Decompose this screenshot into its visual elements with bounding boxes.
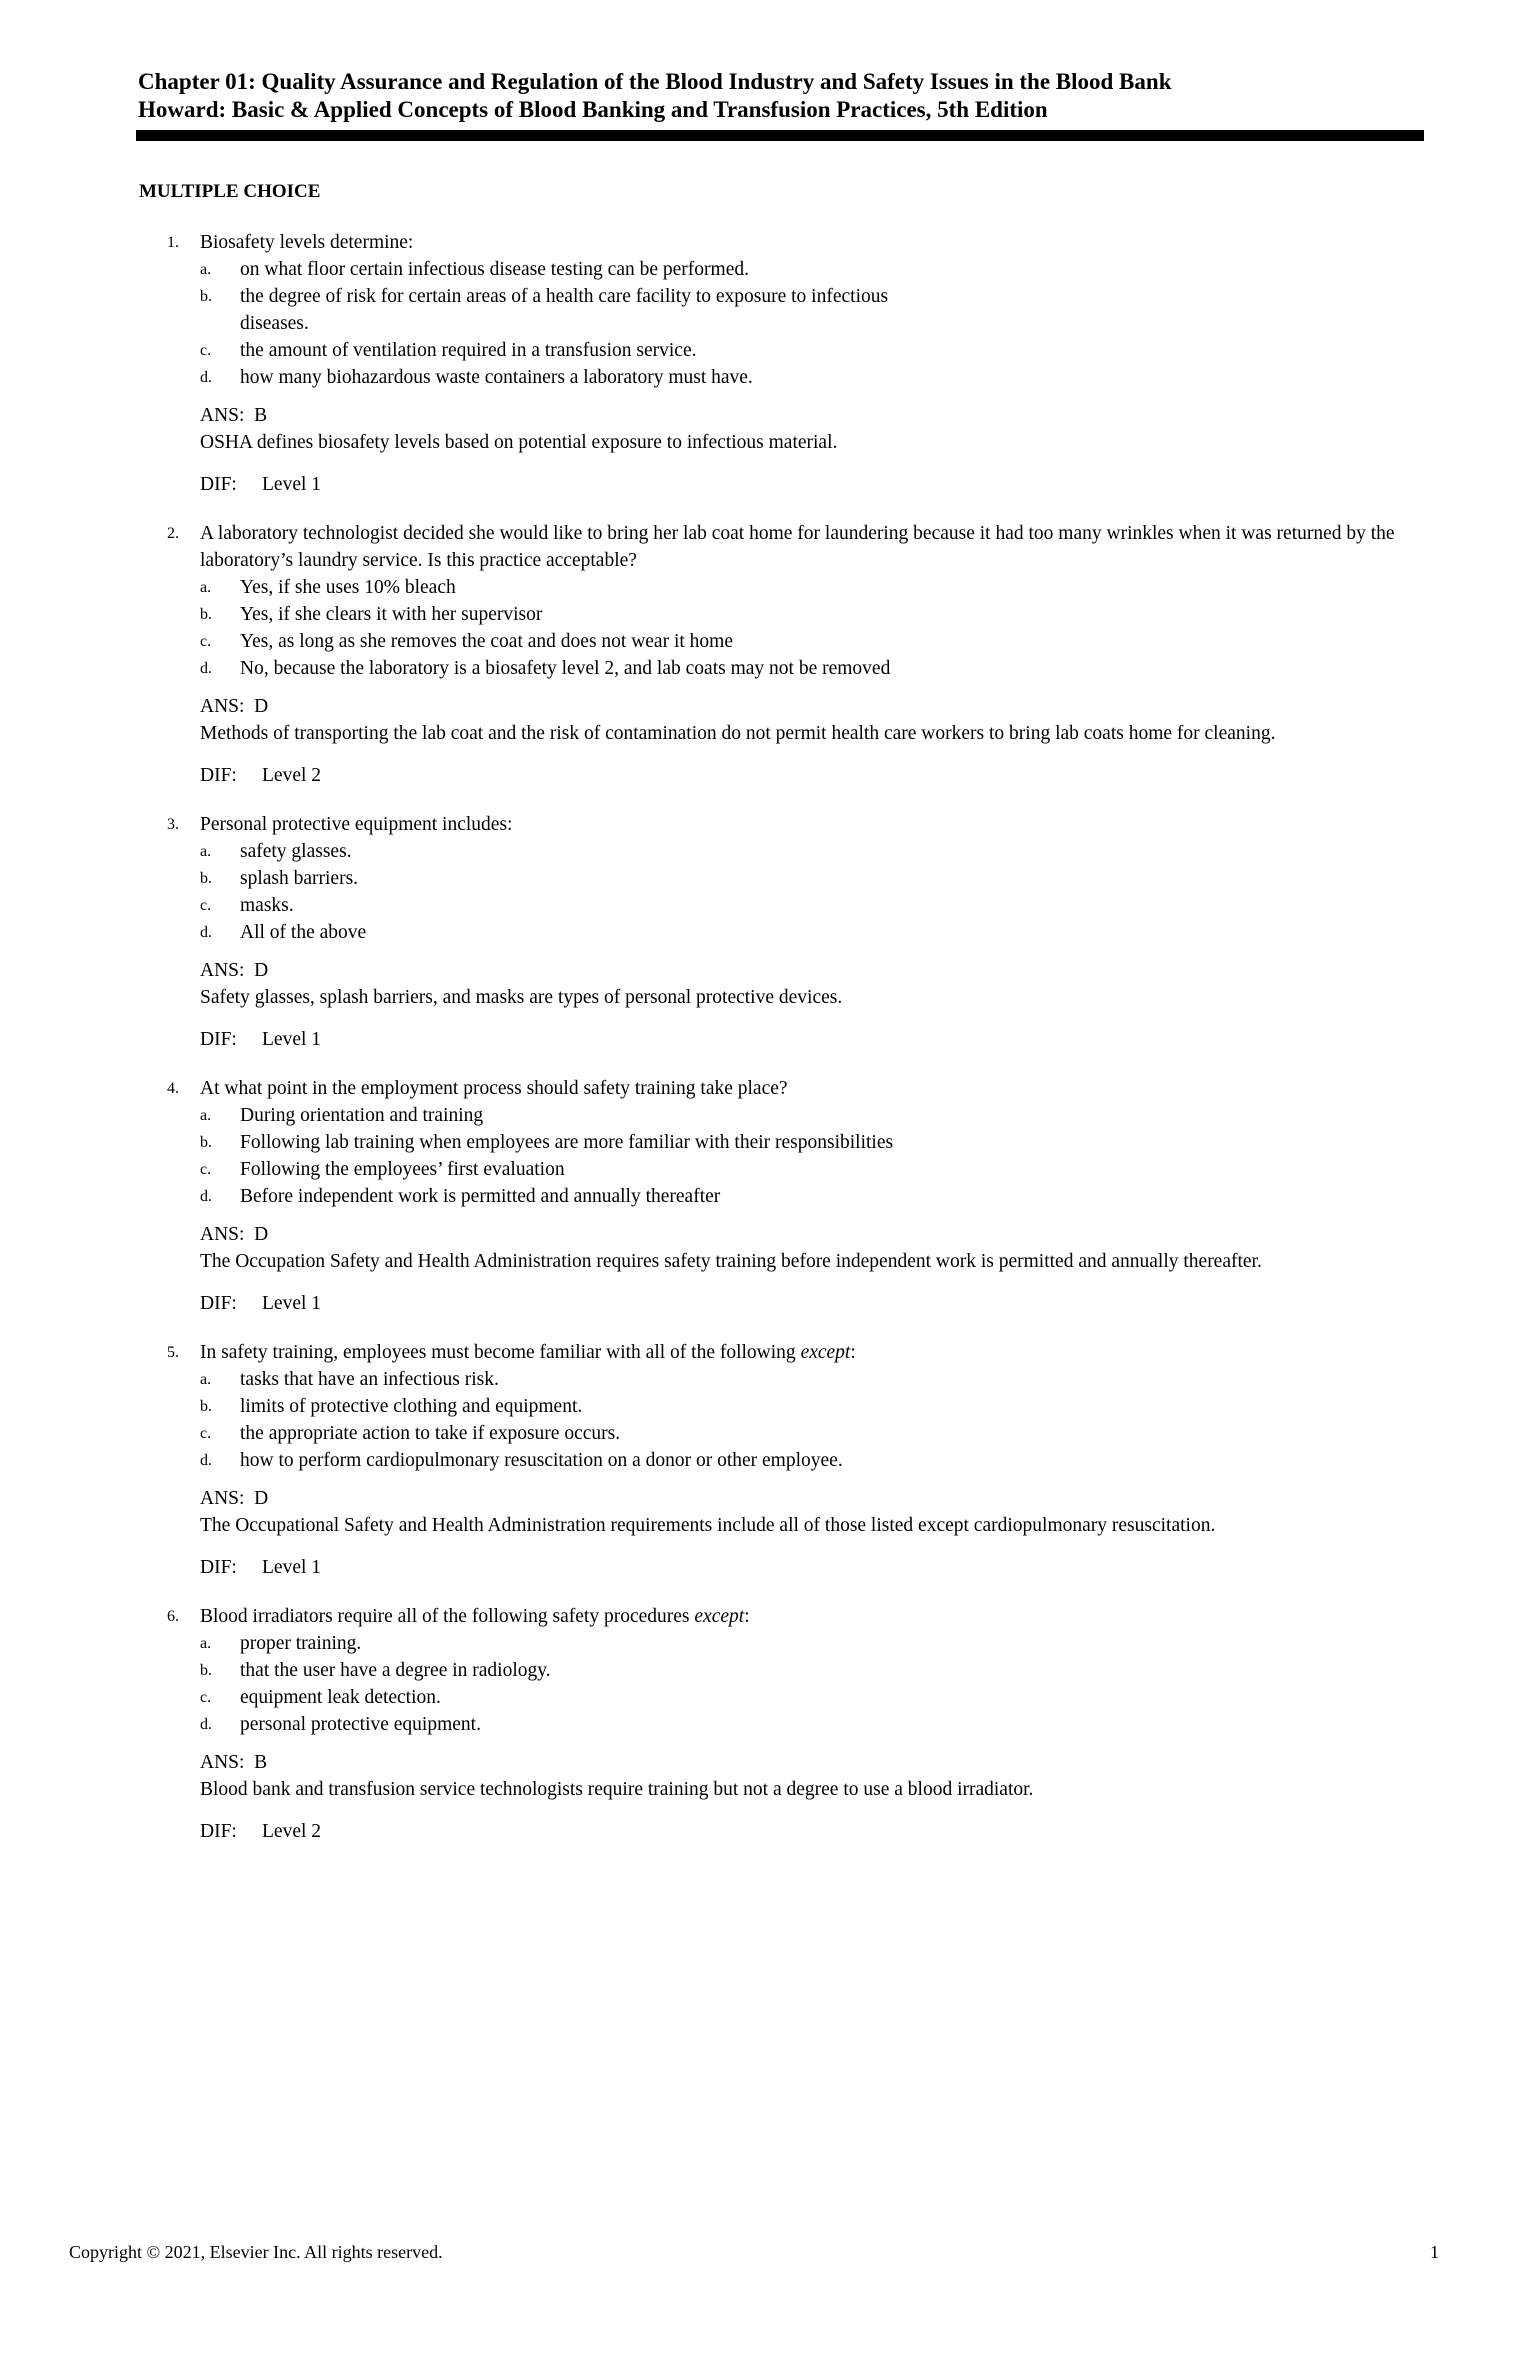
answer-option: [200, 1447, 960, 1474]
difficulty: [200, 1026, 1420, 1053]
question-list: [160, 229, 1420, 1867]
difficulty-label: DIF:: [200, 1029, 237, 1050]
option-label: a.: [200, 1635, 212, 1652]
option-label: c.: [200, 633, 212, 650]
option-label: d.: [200, 924, 212, 941]
answer-option: [200, 1420, 960, 1447]
option-text: on what floor certain infectious disease testing can be performed.: [240, 259, 749, 280]
question-stem: [200, 1075, 1420, 1102]
option-list: [200, 1102, 1420, 1210]
answer-option: [200, 1183, 960, 1210]
question-5: [160, 1339, 1420, 1581]
option-text: safety glasses.: [240, 841, 352, 862]
question-stem-text: In safety training, employees must become familiar with all of the following: [200, 1342, 801, 1363]
answer-key: ANS: D: [200, 1224, 269, 1245]
question-stem-text: Personal protective equipment includes:: [200, 814, 513, 835]
question-stem-text: Blood irradiators require all of the following safety procedures: [200, 1606, 695, 1627]
question-number: 3.: [167, 816, 179, 833]
option-text: personal protective equipment.: [240, 1714, 481, 1735]
question-stem: [200, 1339, 1420, 1366]
answer-option: [200, 1684, 960, 1711]
question-6: [160, 1603, 1420, 1845]
answer-option: [200, 1657, 960, 1684]
answer-key: ANS: B: [200, 1752, 268, 1773]
answer-option: [200, 364, 960, 391]
answer-option: [200, 601, 960, 628]
answer-option: [200, 1711, 960, 1738]
option-text: Following the employees’ first evaluation: [240, 1159, 565, 1180]
option-list: [200, 1630, 1420, 1738]
answer-option: [200, 337, 960, 364]
option-text: Yes, if she uses 10% bleach: [240, 577, 456, 598]
option-label: b.: [200, 870, 212, 887]
option-text: equipment leak detection.: [240, 1687, 441, 1708]
difficulty: [200, 762, 1420, 789]
option-text: the degree of risk for certain areas of a health care facility to exposure to infectious diseases.: [240, 286, 889, 334]
question-stem: [200, 520, 1420, 574]
section-title: MULTIPLE CHOICE: [139, 181, 321, 202]
option-label: b.: [200, 1662, 212, 1679]
answer-rationale: Safety glasses, splash barriers, and masks are types of personal protective devices.: [200, 987, 843, 1008]
difficulty: [200, 1554, 1420, 1581]
option-text: proper training.: [240, 1633, 362, 1654]
option-text: the amount of ventilation required in a transfusion service.: [240, 340, 697, 361]
question-stem-emphasis: except: [800, 1342, 851, 1363]
option-list: [200, 574, 1420, 682]
option-label: c.: [200, 897, 212, 914]
question-stem-text: At what point in the employment process should safety training take place?: [200, 1078, 788, 1099]
answer-option: [200, 283, 960, 337]
answer-option: [200, 865, 960, 892]
option-text: the appropriate action to take if exposure occurs.: [240, 1423, 621, 1444]
difficulty-label: DIF:: [200, 474, 237, 495]
answer-rationale: Blood bank and transfusion service technologists require training but not a degree to use a blood irradiator.: [200, 1779, 1034, 1800]
answer-rationale: The Occupational Safety and Health Administration requirements include all of those listed except cardiopulmonary resuscitation.: [200, 1515, 1216, 1536]
option-label: a.: [200, 579, 212, 596]
option-text: that the user have a degree in radiology.: [240, 1660, 551, 1681]
difficulty-value: Level 1: [262, 1557, 322, 1578]
option-label: d.: [200, 369, 212, 386]
answer-rationale: OSHA defines biosafety levels based on potential exposure to infectious material.: [200, 432, 838, 453]
option-label: b.: [200, 288, 212, 305]
answer-option: [200, 1102, 960, 1129]
option-label: b.: [200, 606, 212, 623]
answer-rationale: The Occupation Safety and Health Administration requires safety training before independent work is permitted and annually thereafter.: [200, 1251, 1262, 1272]
question-number: 6.: [167, 1608, 179, 1625]
question-number: 1.: [167, 234, 179, 251]
difficulty-label: DIF:: [200, 1821, 237, 1842]
difficulty-value: Level 2: [262, 765, 322, 786]
option-text: masks.: [240, 895, 294, 916]
option-label: b.: [200, 1398, 212, 1415]
option-label: c.: [200, 342, 212, 359]
option-list: [200, 256, 1420, 391]
difficulty-value: Level 1: [262, 1293, 322, 1314]
option-list: [200, 1366, 1420, 1474]
option-text: tasks that have an infectious risk.: [240, 1369, 499, 1390]
header-rule: [136, 130, 1424, 141]
answer-option: [200, 655, 960, 682]
question-number: 2.: [167, 525, 179, 542]
answer-option: [200, 838, 960, 865]
answer-key: ANS: D: [200, 1488, 269, 1509]
answer-option: [200, 1393, 960, 1420]
difficulty-value: Level 1: [262, 1029, 322, 1050]
difficulty-label: DIF:: [200, 1557, 237, 1578]
answer-option: [200, 919, 960, 946]
answer-key: ANS: D: [200, 960, 269, 981]
difficulty: [200, 1818, 1420, 1845]
answer-option: [200, 1156, 960, 1183]
option-text: Yes, if she clears it with her supervisor: [240, 604, 543, 625]
question-3: [160, 811, 1420, 1053]
answer-option: [200, 628, 960, 655]
question-2: [160, 520, 1420, 789]
option-text: how to perform cardiopulmonary resuscitation on a donor or other employee.: [240, 1450, 843, 1471]
question-stem: [200, 1603, 1420, 1630]
chapter-title: Chapter 01: Quality Assurance and Regulation of the Blood Industry and Safety Issues in the Blood Bank: [138, 69, 1172, 94]
question-4: [160, 1075, 1420, 1317]
option-label: c.: [200, 1425, 212, 1442]
option-text: All of the above: [240, 922, 367, 943]
answer-option: [200, 256, 960, 283]
option-text: splash barriers.: [240, 868, 359, 889]
option-label: a.: [200, 1371, 212, 1388]
option-text: how many biohazardous waste containers a laboratory must have.: [240, 367, 753, 388]
question-stem-emphasis: except: [694, 1606, 745, 1627]
option-text: No, because the laboratory is a biosafety level 2, and lab coats may not be removed: [240, 658, 891, 679]
option-text: limits of protective clothing and equipment.: [240, 1396, 583, 1417]
option-label: c.: [200, 1689, 212, 1706]
option-text: During orientation and training: [240, 1105, 484, 1126]
option-text: Following lab training when employees are more familiar with their responsibilities: [240, 1132, 894, 1153]
page-number: 1: [1430, 2242, 1439, 2262]
option-label: d.: [200, 1188, 212, 1205]
question-1: [160, 229, 1420, 498]
book-title: Howard: Basic & Applied Concepts of Blood Banking and Transfusion Practices, 5th Edition: [138, 97, 1048, 122]
answer-option: [200, 892, 960, 919]
answer-key: ANS: B: [200, 405, 268, 426]
difficulty: [200, 471, 1420, 498]
difficulty-value: Level 2: [262, 1821, 322, 1842]
option-label: a.: [200, 843, 212, 860]
option-label: d.: [200, 660, 212, 677]
answer-option: [200, 574, 960, 601]
question-stem: [200, 229, 1420, 256]
question-number: 4.: [167, 1080, 179, 1097]
difficulty-value: Level 1: [262, 474, 322, 495]
difficulty-label: DIF:: [200, 1293, 237, 1314]
option-label: d.: [200, 1716, 212, 1733]
answer-option: [200, 1366, 960, 1393]
answer-rationale: Methods of transporting the lab coat and the risk of contamination do not permit health care workers to bring lab coats home for cleaning.: [200, 723, 1276, 744]
option-label: a.: [200, 261, 212, 278]
option-text: Before independent work is permitted and annually thereafter: [240, 1186, 721, 1207]
option-label: b.: [200, 1134, 212, 1151]
question-stem-text: A laboratory technologist decided she would like to bring her lab coat home for laundering because it had too many wrinkles when it was returned by the laboratory’s laundry service. Is this practice acceptable?: [200, 523, 1395, 571]
question-stem-text: Biosafety levels determine:: [200, 232, 414, 253]
option-label: c.: [200, 1161, 212, 1178]
question-stem: [200, 811, 1420, 838]
question-stem-tail: :: [744, 1606, 750, 1627]
answer-option: [200, 1630, 960, 1657]
question-stem-tail: :: [850, 1342, 856, 1363]
answer-option: [200, 1129, 960, 1156]
option-label: a.: [200, 1107, 212, 1124]
difficulty: [200, 1290, 1420, 1317]
option-label: d.: [200, 1452, 212, 1469]
difficulty-label: DIF:: [200, 765, 237, 786]
option-list: [200, 838, 1420, 946]
question-number: 5.: [167, 1344, 179, 1361]
copyright-text: Copyright © 2021, Elsevier Inc. All rights reserved.: [69, 2242, 443, 2262]
answer-key: ANS: D: [200, 696, 269, 717]
page-header: [138, 68, 1420, 124]
option-text: Yes, as long as she removes the coat and does not wear it home: [240, 631, 733, 652]
